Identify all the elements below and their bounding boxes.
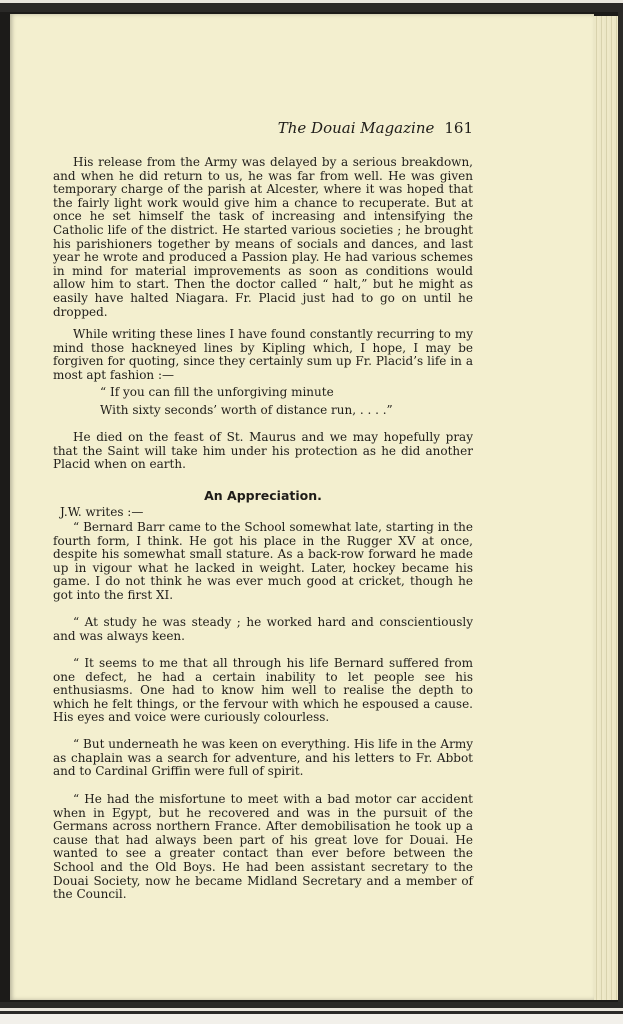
scan-bottom-strip <box>0 1002 623 1024</box>
magazine-title: The Douai Magazine <box>277 119 435 137</box>
page-edges <box>594 16 618 1000</box>
verse-line-1: “ If you can fill the unforgiving minute <box>100 385 334 399</box>
appreciation-paragraph-1: “ Bernard Barr came to the School somewhat late, starting in the fourth form, I think. He got his place in the Rugger XV at once, despite his somewhat small stature. As a back-row forward he made up in vigour what he lacked in weight. Later, hockey became his game. I do not think he was ever much good at cricket, though he got into the first XI. <box>53 520 473 602</box>
verse-line-2: With sixty seconds’ worth of distance run, . . . .” <box>100 403 393 417</box>
paragraph-death: He died on the feast of St. Maurus and we may hopefully pray that the Saint will take him under his protection as he did another Placid when on earth. <box>53 430 473 472</box>
appreciation-paragraph-3: “ It seems to me that all through his life Bernard suffered from one defect, he had a certain inability to let people see his enthusiasms. One had to know him well to realise the depth to which he felt things, or the fervour with which he espoused a cause. His eyes and voice were curiously colourless. <box>53 656 473 725</box>
appreciation-paragraph-2: “ At study he was steady ; he worked hard and conscientiously and was always keen. <box>53 615 473 643</box>
appreciation-paragraph-4: “ But underneath he was keen on everything. His life in the Army as chaplain was a search for adventure, and his letters to Fr. Abbot and to Cardinal Griffin were full of spirit. <box>53 737 473 779</box>
appreciation-paragraph-5: “ He had the misfortune to meet with a bad motor car accident when in Egypt, but he recovered and was in the pursuit of the Germans across northern France. After demobilisation he took up a cause that had always been part of his great love for Douai. He wanted to see a greater contact than ever before between the School and the Old Boys. He had been assistant secretary to the Douai Society, now he became Midland Secretary and a member of the Council. <box>53 792 473 902</box>
running-header <box>53 119 473 137</box>
byline: J.W. writes :— <box>60 505 144 519</box>
section-heading-appreciation: An Appreciation. <box>204 488 322 503</box>
paragraph-kipling-intro: While writing these lines I have found constantly recurring to my mind those hackneyed lines by Kipling which, I hope, I may be forgiven for quoting, since they certainly sum up Fr. Placid’s life in a most apt fashion :— <box>53 327 473 382</box>
binding-edge <box>618 12 623 1002</box>
scan-top-strip <box>0 0 623 12</box>
page-number: 161 <box>444 119 473 137</box>
paragraph-release: His release from the Army was delayed by a serious breakdown, and when he did return to us, he was far from well. He was given temporary charge of the parish at Alcester, where it was hoped that the fairly light work would give him a chance to recuperate. But at once he set himself the task of increasing and intensifying the Catholic life of the district. He started various societies ; he brought his parishioners together by means of socials and dances, and last year he wrote and produced a Passion play. He had various schemes in mind for material improvements as soon as conditions would allow him to start. Then the doctor called “ halt,” but he might as easily have halted Niagara. Fr. Placid just had to go on until he dropped. <box>53 155 473 319</box>
